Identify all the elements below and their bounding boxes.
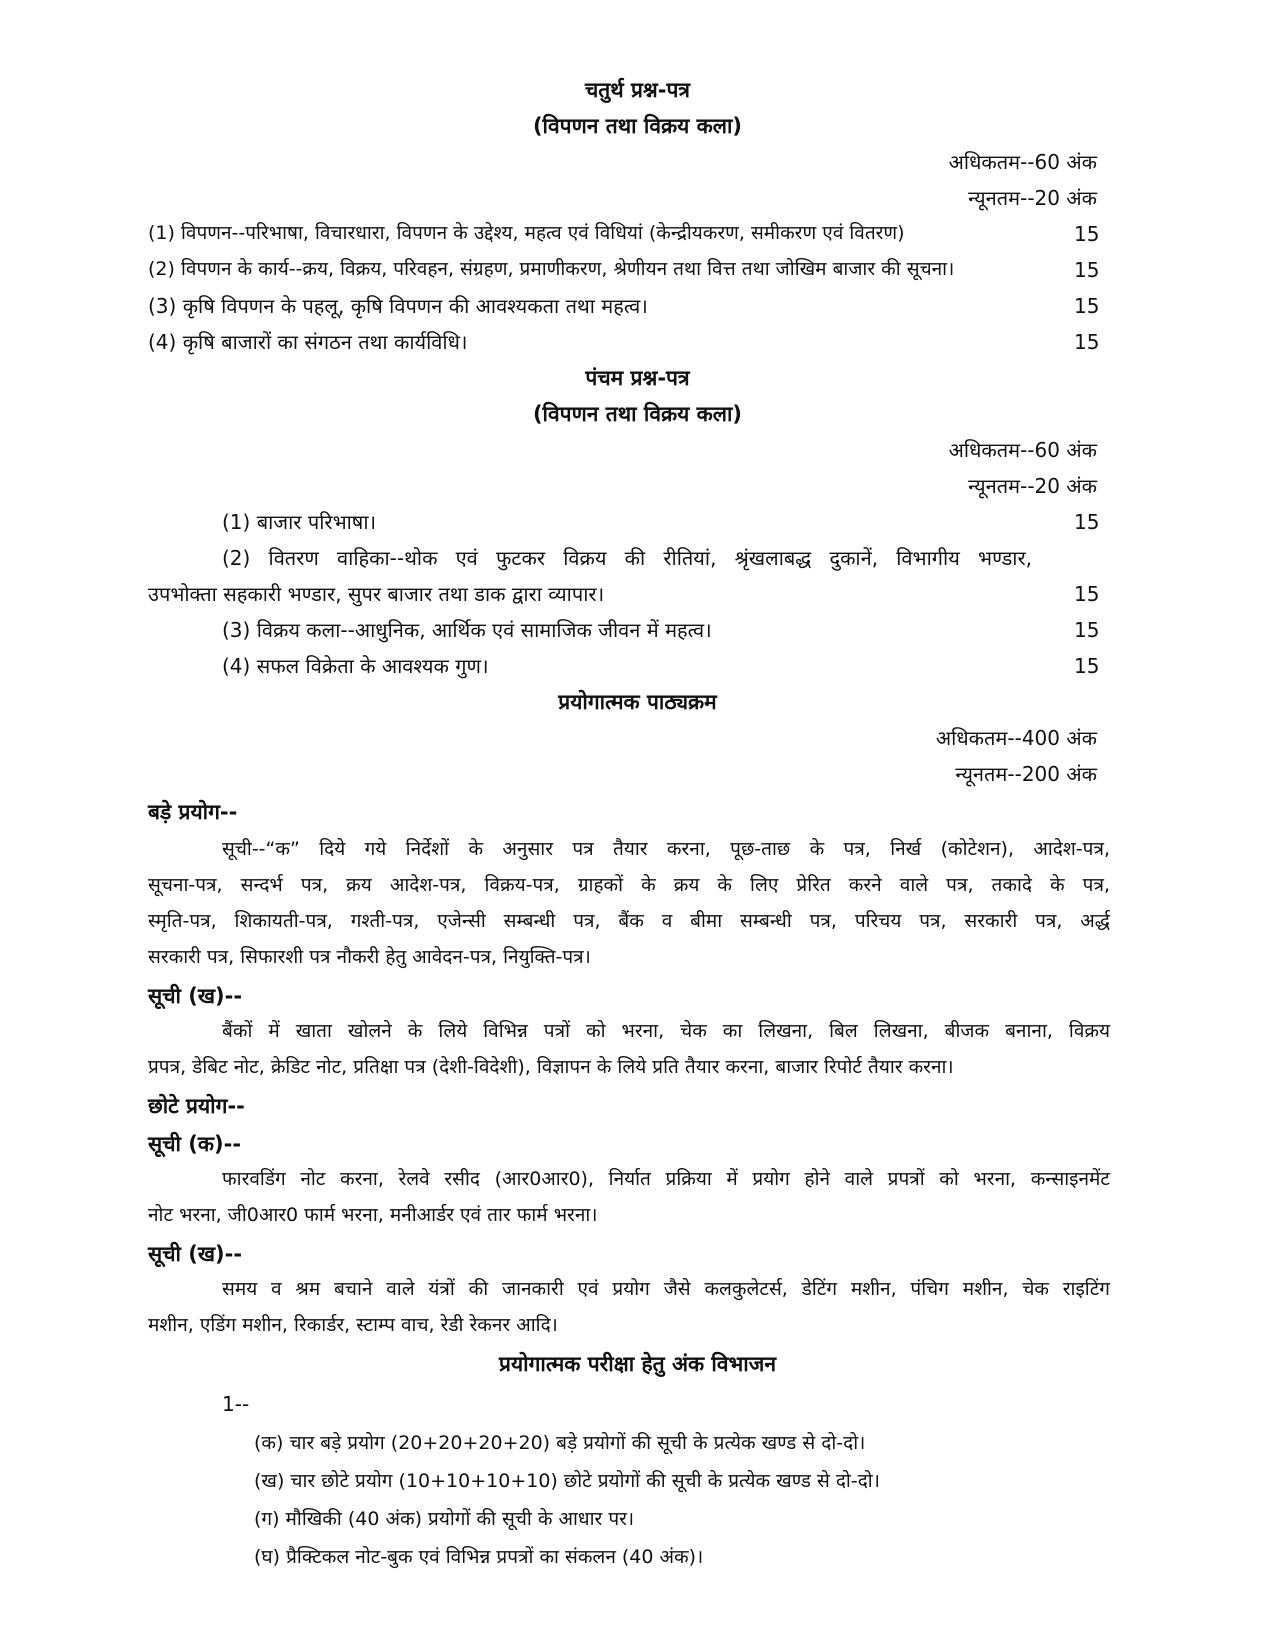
list-kha-major-line-1: बैंकों में खाता खोलने के लिये विभिन्न पत्रों को भरना, चेक का लिखना, बिल लिखना, बीजक बनाना, विक्रय bbox=[222, 1020, 1110, 1042]
paper4-item-3-marks: 15 bbox=[1074, 294, 1100, 318]
paper4-subtitle: (विपणन तथा विक्रय कला) bbox=[532, 114, 743, 138]
paper4-item-2-marks: 15 bbox=[1074, 258, 1100, 282]
list-kha-major-line-2: प्रपत्र, डेबिट नोट, क्रेडिट नोट, प्रतिक्षा पत्र (देशी-विदेशी), विज्ञापन के लिये प्रति तैयार करना, बाजार रिपोर्ट तैयार करना। bbox=[148, 1056, 954, 1078]
practical-max-marks: अधिकतम--400 अंक bbox=[935, 726, 1097, 750]
paper4-item-4: (4) कृषि बाजारों का संगठन तथा कार्यविधि। bbox=[148, 330, 468, 354]
list-kha-minor-line-1: समय व श्रम बचाने वाले यंत्रों की जानकारी एवं प्रयोग जैसे कलकुलेटर्स, डेटिंग मशीन, पंचिग मशीन, चेक राइटिंग bbox=[222, 1278, 1110, 1300]
distribution-item-kha: (ख) चार छोटे प्रयोग (10+10+10+10) छोटे प्रयोगों की सूची के प्रत्येक खण्ड से दो-दो। bbox=[254, 1470, 880, 1492]
list-ka-minor-line-1: फारवडिंग नोट करना, रेलवे रसीद (आर0आर0), निर्यात प्रक्रिया में प्रयोग होने वाले प्रपत्रों को भरना, कन्साइनमेंट bbox=[222, 1168, 1110, 1190]
paper5-item-2-line-2: उपभोक्ता सहकारी भण्डार, सुपर बाजार तथा डाक द्वारा व्यापार। bbox=[148, 582, 605, 606]
minor-experiments-heading: छोटे प्रयोग-- bbox=[148, 1094, 245, 1118]
list-kha-major-heading: सूची (ख)-- bbox=[148, 984, 243, 1008]
paper5-title: पंचम प्रश्न-पत्र bbox=[585, 366, 690, 390]
paper5-item-4: (4) सफल विक्रेता के आवश्यक गुण। bbox=[222, 654, 489, 678]
paper5-min-marks: न्यूनतम--20 अंक bbox=[968, 474, 1097, 498]
paper5-subtitle: (विपणन तथा विक्रय कला) bbox=[532, 402, 743, 426]
distribution-number: 1-- bbox=[222, 1392, 250, 1416]
paper5-item-3-marks: 15 bbox=[1074, 618, 1100, 642]
list-ka-major-line-2: सूचना-पत्र, सन्दर्भ पत्र, क्रय आदेश-पत्र, विक्रय-पत्र, ग्राहकों के क्रय के लिए प्रेरित करने वाले पत्र, तकादे के पत्र, bbox=[148, 874, 1110, 896]
list-ka-major-line-1: सूची--“क” दिये गये निर्देशों के अनुसार पत्र तैयार करना, पूछ-ताछ के पत्र, निर्ख (कोटेशन), आदेश-पत्र, bbox=[222, 838, 1110, 860]
paper4-min-marks: न्यूनतम--20 अंक bbox=[968, 186, 1097, 210]
distribution-title: प्रयोगात्मक परीक्षा हेतु अंक विभाजन bbox=[499, 1352, 776, 1376]
paper4-item-1-marks: 15 bbox=[1074, 222, 1100, 246]
paper5-max-marks: अधिकतम--60 अंक bbox=[948, 438, 1097, 462]
paper4-item-4-marks: 15 bbox=[1074, 330, 1100, 354]
list-kha-minor-heading: सूची (ख)-- bbox=[148, 1242, 243, 1266]
paper5-item-4-marks: 15 bbox=[1074, 654, 1100, 678]
paper4-item-1: (1) विपणन--परिभाषा, विचारधारा, विपणन के उद्देश्य, महत्व एवं विधियां (केन्द्रीयकरण, समीकरण एवं वितरण) bbox=[148, 222, 905, 244]
distribution-item-ga: (ग) मौखिकी (40 अंक) प्रयोगों की सूची के आधार पर। bbox=[254, 1508, 635, 1530]
paper5-item-1: (1) बाजार परिभाषा। bbox=[222, 510, 377, 534]
list-kha-minor-line-2: मशीन, एडिंग मशीन, रिकार्डर, स्टाम्प वाच, रेडी रेकनर आदि। bbox=[148, 1314, 558, 1336]
list-ka-minor-line-2: नोट भरना, जी0आर0 फार्म भरना, मनीआर्डर एवं तार फार्म भरना। bbox=[148, 1204, 598, 1226]
paper5-item-1-marks: 15 bbox=[1074, 510, 1100, 534]
paper4-title: चतुर्थ प्रश्न-पत्र bbox=[584, 78, 691, 102]
distribution-item-gha: (घ) प्रैक्टिकल नोट-बुक एवं विभिन्न प्रपत्रों का संकलन (40 अंक)। bbox=[254, 1546, 704, 1568]
list-ka-minor-heading: सूची (क)-- bbox=[148, 1132, 242, 1156]
list-ka-major-line-3: स्मृति-पत्र, शिकायती-पत्र, गश्ती-पत्र, एजेन्सी सम्बन्धी पत्र, बैंक व बीमा सम्बन्धी पत्र, परिचय पत्र, सरकारी पत्र, अर्द्ध bbox=[148, 910, 1110, 932]
paper5-item-2-marks: 15 bbox=[1074, 582, 1100, 606]
major-experiments-heading: बड़े प्रयोग-- bbox=[148, 800, 238, 824]
paper4-item-3: (3) कृषि विपणन के पहलू, कृषि विपणन की आवश्यकता तथा महत्व। bbox=[148, 294, 648, 318]
practical-min-marks: न्यूनतम--200 अंक bbox=[955, 762, 1097, 786]
paper4-max-marks: अधिकतम--60 अंक bbox=[948, 150, 1097, 174]
practical-title: प्रयोगात्मक पाठ्यक्रम bbox=[558, 690, 717, 714]
paper4-item-2: (2) विपणन के कार्य--क्रय, विक्रय, परिवहन, संग्रहण, प्रमाणीकरण, श्रेणीयन तथा वित्त तथा जोखिम बाजार की सूचना। bbox=[148, 258, 955, 280]
list-ka-major-line-4: सरकारी पत्र, सिफारशी पत्र नौकरी हेतु आवेदन-पत्र, नियुक्ति-पत्र। bbox=[148, 946, 591, 968]
distribution-item-ka: (क) चार बड़े प्रयोग (20+20+20+20) बड़े प्रयोगों की सूची के प्रत्येक खण्ड से दो-दो। bbox=[254, 1432, 866, 1454]
paper5-item-3: (3) विक्रय कला--आधुनिक, आर्थिक एवं सामाजिक जीवन में महत्व। bbox=[222, 618, 712, 642]
paper5-item-2-line-1: (2) वितरण वाहिका--थोक एवं फुटकर विक्रय की रीतियां, श्रृंखलाबद्ध दुकानें, विभागीय भण्डार, bbox=[222, 546, 1032, 570]
